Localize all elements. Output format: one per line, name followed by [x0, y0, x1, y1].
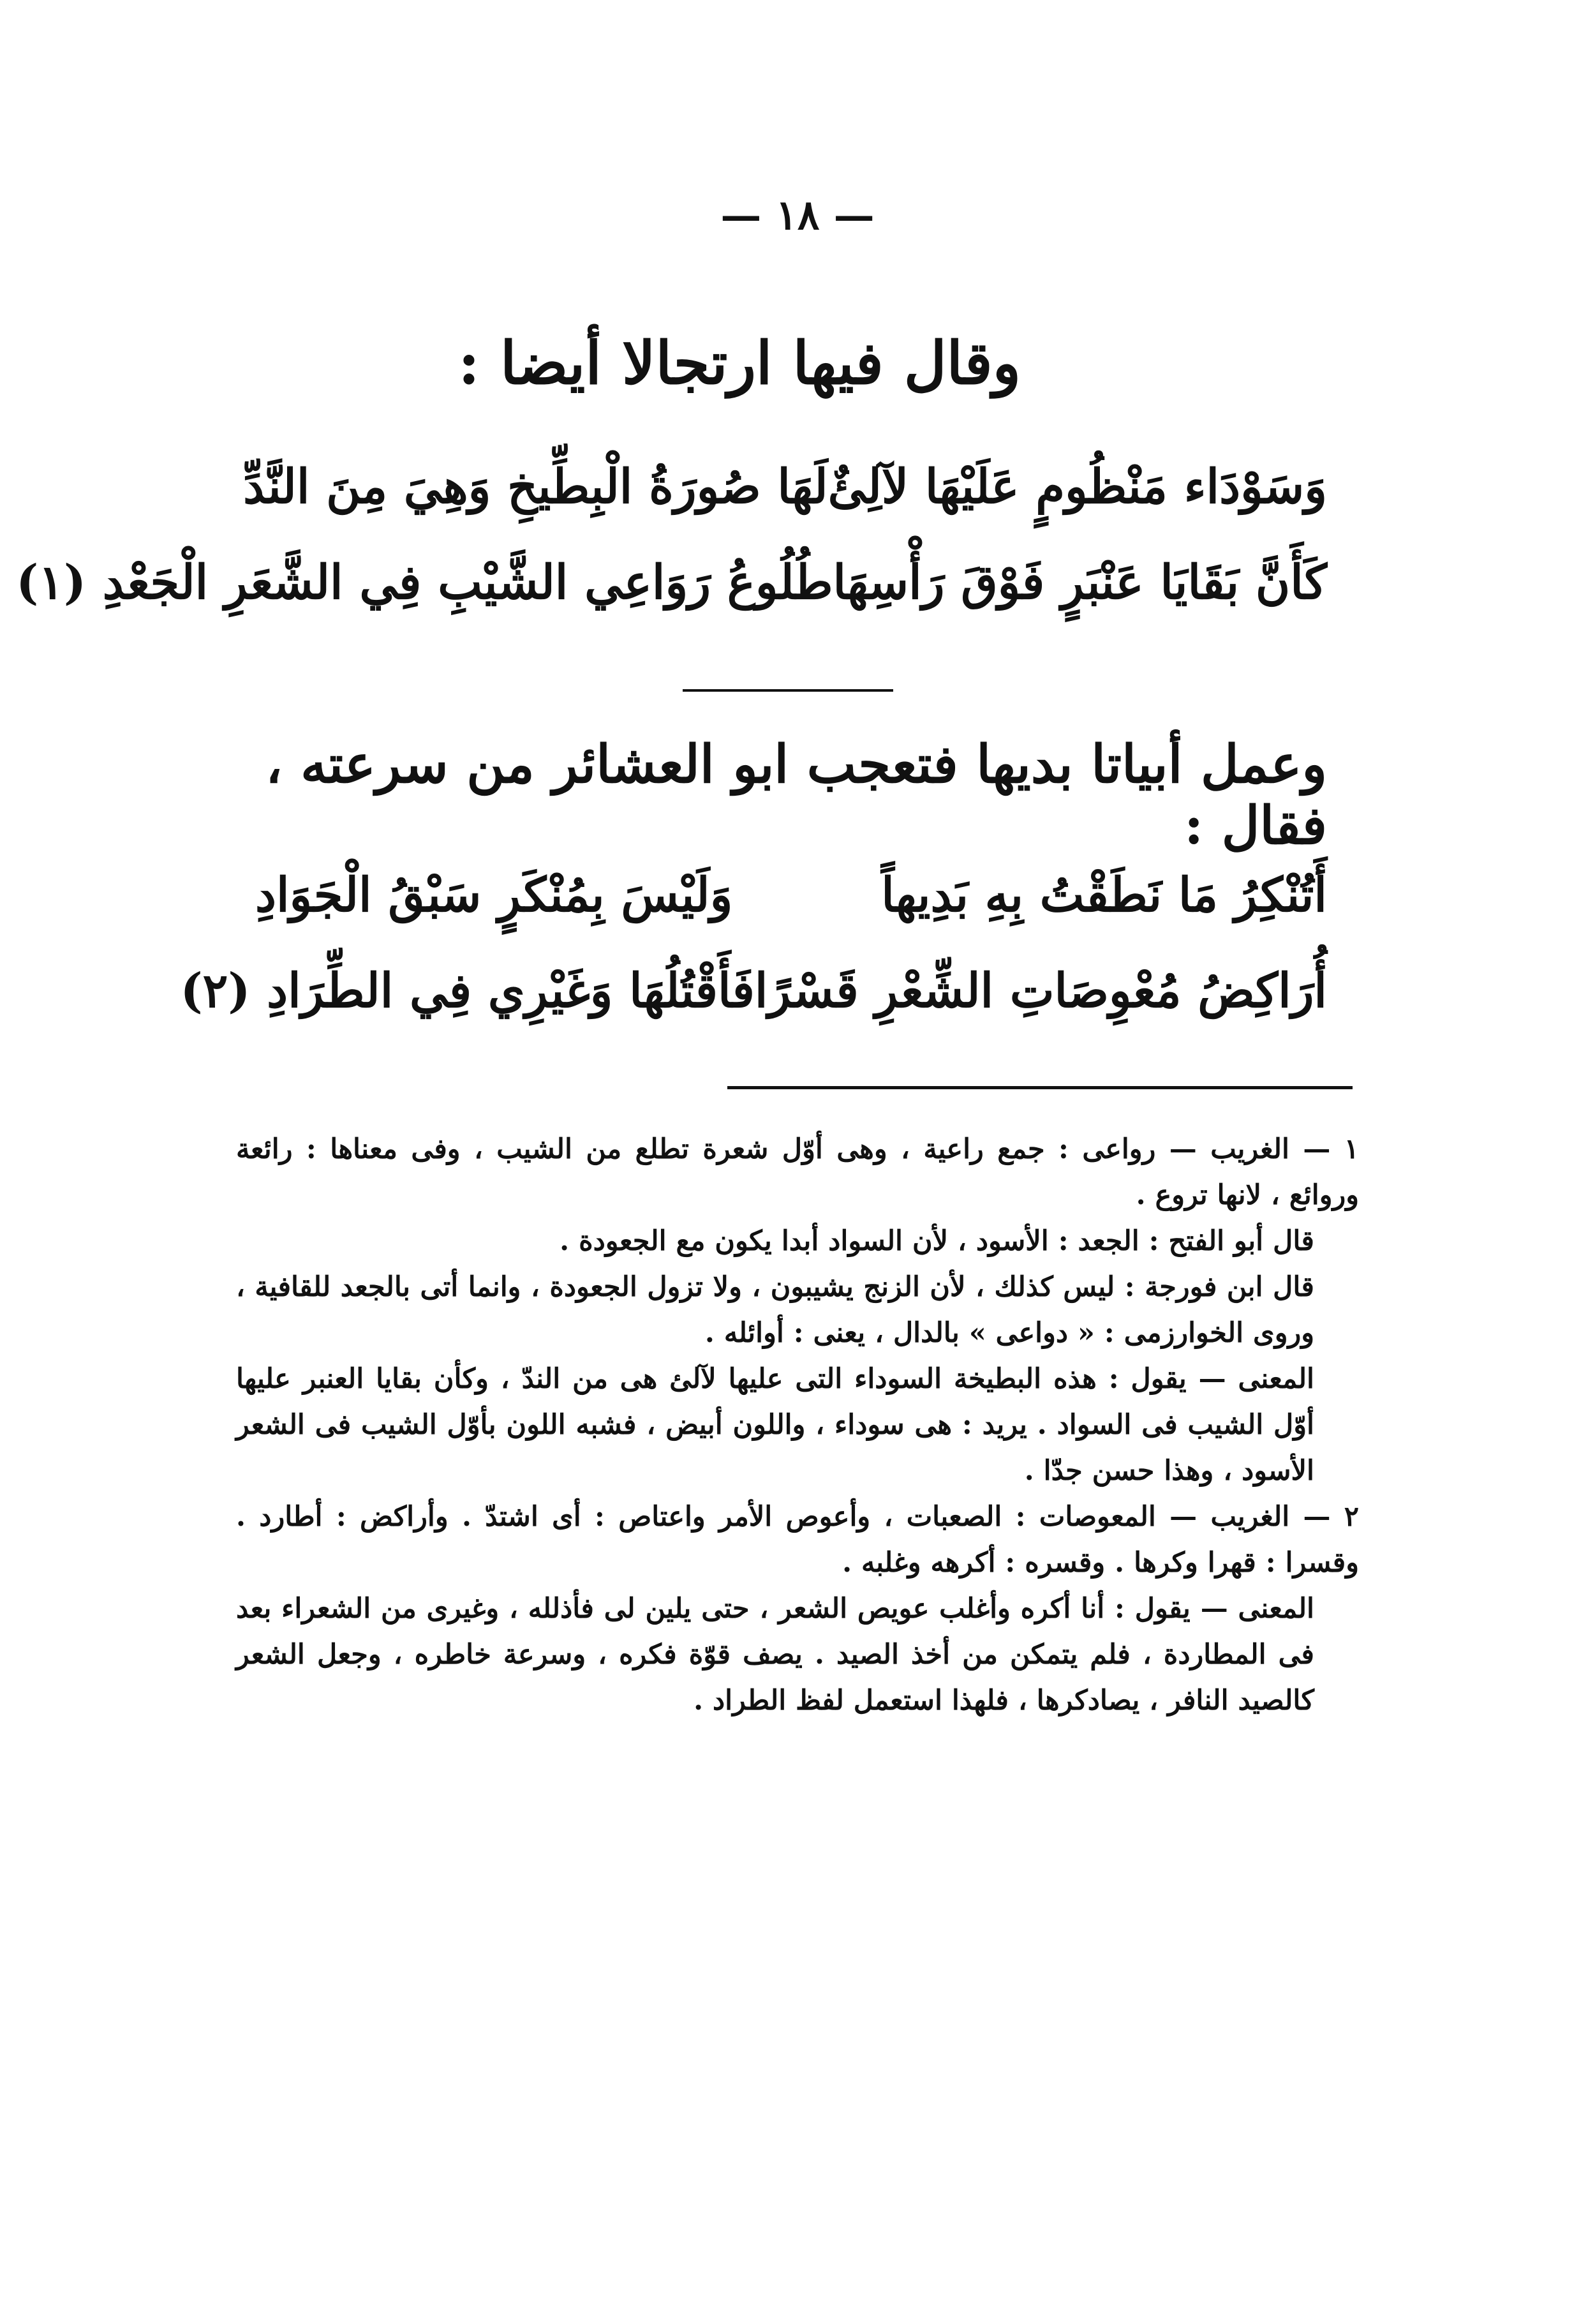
- verse-line: [255, 868, 1327, 964]
- footnote-2-meaning: المعنى — يقول : أنا أكره وأغلب عويص الشعر ، حتى يلين لى فأذلله ، وغيرى من الشعراء بعد فى المطاردة ، فلم يتمكن من أخذ الصيد . يصف قوّة فكره ، وسرعة خاطره ، وجعل الشعر كالصيد النافر ، يصادكرها ، فلهذا استعمل لفظ الطراد .: [236, 1593, 1314, 1717]
- verse-line: [180, 964, 1327, 1059]
- footnote-1-gloss: ١ — الغريب — رواعى : جمع راعية ، وهى أوّل شعرة تطلع من الشيب ، وفى معناها : رائعة وروائع ، لانها تروع .: [236, 1133, 1359, 1211]
- verse-line: [243, 459, 1327, 555]
- page-number: — ١٨ —: [720, 191, 875, 239]
- verse-first-half: أَتُنْكِرُ مَا نَطَقْتُ بِهِ بَدِيهاً: [881, 868, 1327, 923]
- poem-2: [180, 868, 1327, 1059]
- verse-first-half: أُرَاكِضُ مُعْوِصَاتِ الشِّعْرِ قَسْرًا: [754, 964, 1327, 1018]
- verse-second-half: لَهَا صُورَةُ الْبِطِّيخِ وَهِيَ مِنَ النَّدِّ: [243, 459, 828, 514]
- footnote-1-meaning: المعنى — يقول : هذه البطيخة السوداء التى عليها لآلئ هى من الندّ ، وكأن بقايا العنبر عليها أوّل الشيب فى السواد . يريد : هى سوداء ، واللون أبيض ، فشبه اللون بأوّل الشيب فى الشعر الأسود ، وهذا حسن جدّا .: [236, 1363, 1314, 1487]
- intro-paragraph: وعمل أبياتا بديها فتعجب ابو العشائر من سرعته ، فقال :: [265, 734, 1327, 856]
- footnote-2-gloss: ٢ — الغريب — المعوصات : الصعبات ، وأعوص الأمر واعتاص : أى اشتدّ . وأراكض : أطارد . وقسرا : قهرا وكرها . وقسره : أكرهه وغلبه .: [236, 1501, 1359, 1579]
- section-divider: [683, 689, 893, 692]
- verse-second-half: فَأَقْتُلُهَا وَغَيْرِي فِي الطِّرَادِ (٢): [180, 964, 755, 1018]
- verse-line: [16, 555, 1327, 651]
- verse-second-half: وَلَيْسَ بِمُنْكَرٍ سَبْقُ الْجَوَادِ: [255, 868, 733, 923]
- verse-first-half: كَأَنَّ بَقَايَا عَنْبَرٍ فَوْقَ رَأْسِهَا: [833, 555, 1327, 610]
- verse-first-half: وَسَوْدَاء مَنْظُومٍ عَلَيْهَا لآلِئٌ: [827, 459, 1327, 514]
- footnote-rule: [727, 1086, 1353, 1089]
- verse-second-half: طُلُوعُ رَوَاعِي الشَّيْبِ فِي الشَّعَرِ الْجَعْدِ (١): [16, 555, 833, 610]
- footnotes: [236, 1126, 1359, 1724]
- poem-1: [16, 459, 1327, 651]
- footnote-1-ibnfurja: قال ابن فورجة : ليس كذلك ، لأن الزنج يشيبون ، ولا تزول الجعودة ، وانما أتى بالجعد للقافية ، وروى الخوارزمى : « دواعى » بالدال ، يعنى : أوائله .: [236, 1271, 1314, 1349]
- section-heading: وقال فيها ارتجالا أيضا :: [458, 329, 1021, 398]
- footnote-1-abulfath: قال أبو الفتح : الجعد : الأسود ، لأن السواد أبدا يكون مع الجعودة .: [560, 1225, 1314, 1257]
